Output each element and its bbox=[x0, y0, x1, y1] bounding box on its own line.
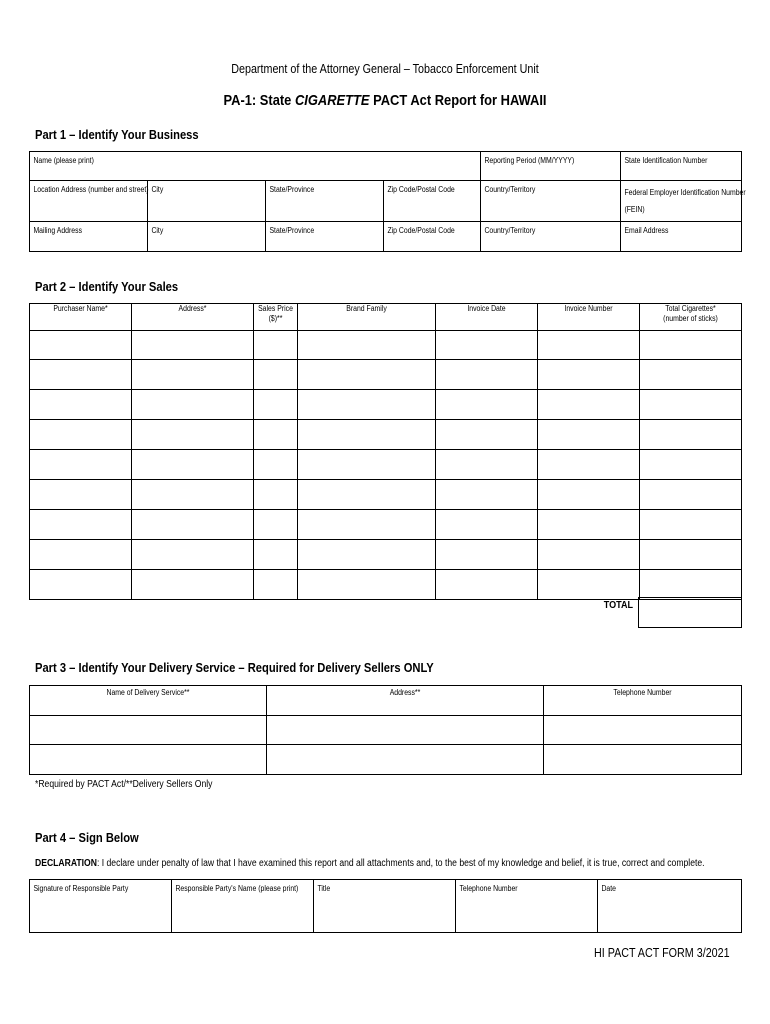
col-address: Address* bbox=[132, 304, 254, 331]
sales-row bbox=[30, 540, 742, 570]
col-purchaser-name: Purchaser Name* bbox=[30, 304, 132, 331]
business-info-table bbox=[29, 151, 746, 252]
mailing-city-field[interactable]: City bbox=[148, 222, 266, 252]
sales-row bbox=[30, 331, 742, 360]
mailing-state-field[interactable]: State/Province bbox=[266, 222, 384, 252]
reporting-period-field[interactable]: Reporting Period (MM/YYYY) bbox=[481, 152, 621, 181]
sales-row bbox=[30, 510, 742, 540]
sales-row bbox=[30, 390, 742, 420]
location-country-field[interactable]: Country/Territory bbox=[481, 181, 621, 222]
part4-heading: Part 4 – Sign Below bbox=[35, 830, 139, 845]
name-field[interactable]: Name (please print) bbox=[30, 152, 481, 181]
responsible-name-field[interactable]: Responsible Party's Name (please print) bbox=[172, 880, 314, 933]
pact-footnote: *Required by PACT Act/**Delivery Sellers Only bbox=[35, 779, 213, 790]
delivery-service-table bbox=[29, 685, 742, 775]
sales-row bbox=[30, 570, 742, 600]
mailing-address-field[interactable]: Mailing Address bbox=[30, 222, 148, 252]
col-total-cigarettes: Total Cigarettes* (number of sticks) bbox=[640, 304, 742, 331]
declaration: DECLARATION: I declare under penalty of law that I have examined this report and all attachments and, to the best of my knowledge and belief, it is true, correct and complete. bbox=[35, 858, 705, 869]
col-delivery-name: Name of Delivery Service** bbox=[30, 686, 267, 716]
part1-heading: Part 1 – Identify Your Business bbox=[35, 127, 199, 142]
sales-row bbox=[30, 480, 742, 510]
col-delivery-address: Address** bbox=[267, 686, 544, 716]
state-id-field[interactable]: State Identification Number bbox=[621, 152, 742, 181]
col-invoice-number: Invoice Number bbox=[538, 304, 640, 331]
mailing-country-field[interactable]: Country/Territory bbox=[481, 222, 621, 252]
form-id: HI PACT ACT FORM 3/2021 bbox=[594, 946, 730, 960]
sales-row bbox=[30, 420, 742, 450]
signature-table bbox=[29, 879, 742, 933]
sales-row bbox=[30, 450, 742, 480]
form-title: PA-1: State CIGARETTE PACT Act Report for HAWAII bbox=[223, 92, 547, 109]
email-field[interactable]: Email Address bbox=[621, 222, 742, 252]
location-zip-field[interactable]: Zip Code/Postal Code bbox=[384, 181, 481, 222]
sales-table bbox=[29, 303, 742, 600]
part2-heading: Part 2 – Identify Your Sales bbox=[35, 279, 179, 294]
fein-field[interactable]: Federal Employer Identification Number (FEIN) bbox=[621, 181, 742, 222]
col-delivery-phone: Telephone Number bbox=[544, 686, 742, 716]
title-emphasis: CIGARETTE bbox=[294, 92, 370, 109]
total-label: TOTAL bbox=[603, 599, 633, 611]
col-brand-family: Brand Family bbox=[298, 304, 436, 331]
mailing-zip-field[interactable]: Zip Code/Postal Code bbox=[384, 222, 481, 252]
signature-field[interactable]: Signature of Responsible Party bbox=[30, 880, 172, 933]
location-city-field[interactable]: City bbox=[148, 181, 266, 222]
total-field[interactable] bbox=[638, 597, 742, 628]
date-field[interactable]: Date bbox=[598, 880, 742, 933]
col-sales-price: Sales Price ($)** bbox=[254, 304, 298, 331]
delivery-row bbox=[30, 745, 742, 775]
department-header: Department of the Attorney General – Tobacco Enforcement Unit bbox=[231, 62, 539, 76]
sales-row bbox=[30, 360, 742, 390]
telephone-field[interactable]: Telephone Number bbox=[456, 880, 598, 933]
delivery-row bbox=[30, 716, 742, 745]
title-field[interactable]: Title bbox=[314, 880, 456, 933]
location-address-field[interactable]: Location Address (number and street) bbox=[30, 181, 148, 222]
part3-heading: Part 3 – Identify Your Delivery Service – Required for Delivery Sellers ONLY bbox=[35, 660, 434, 675]
location-state-field[interactable]: State/Province bbox=[266, 181, 384, 222]
col-invoice-date: Invoice Date bbox=[436, 304, 538, 331]
